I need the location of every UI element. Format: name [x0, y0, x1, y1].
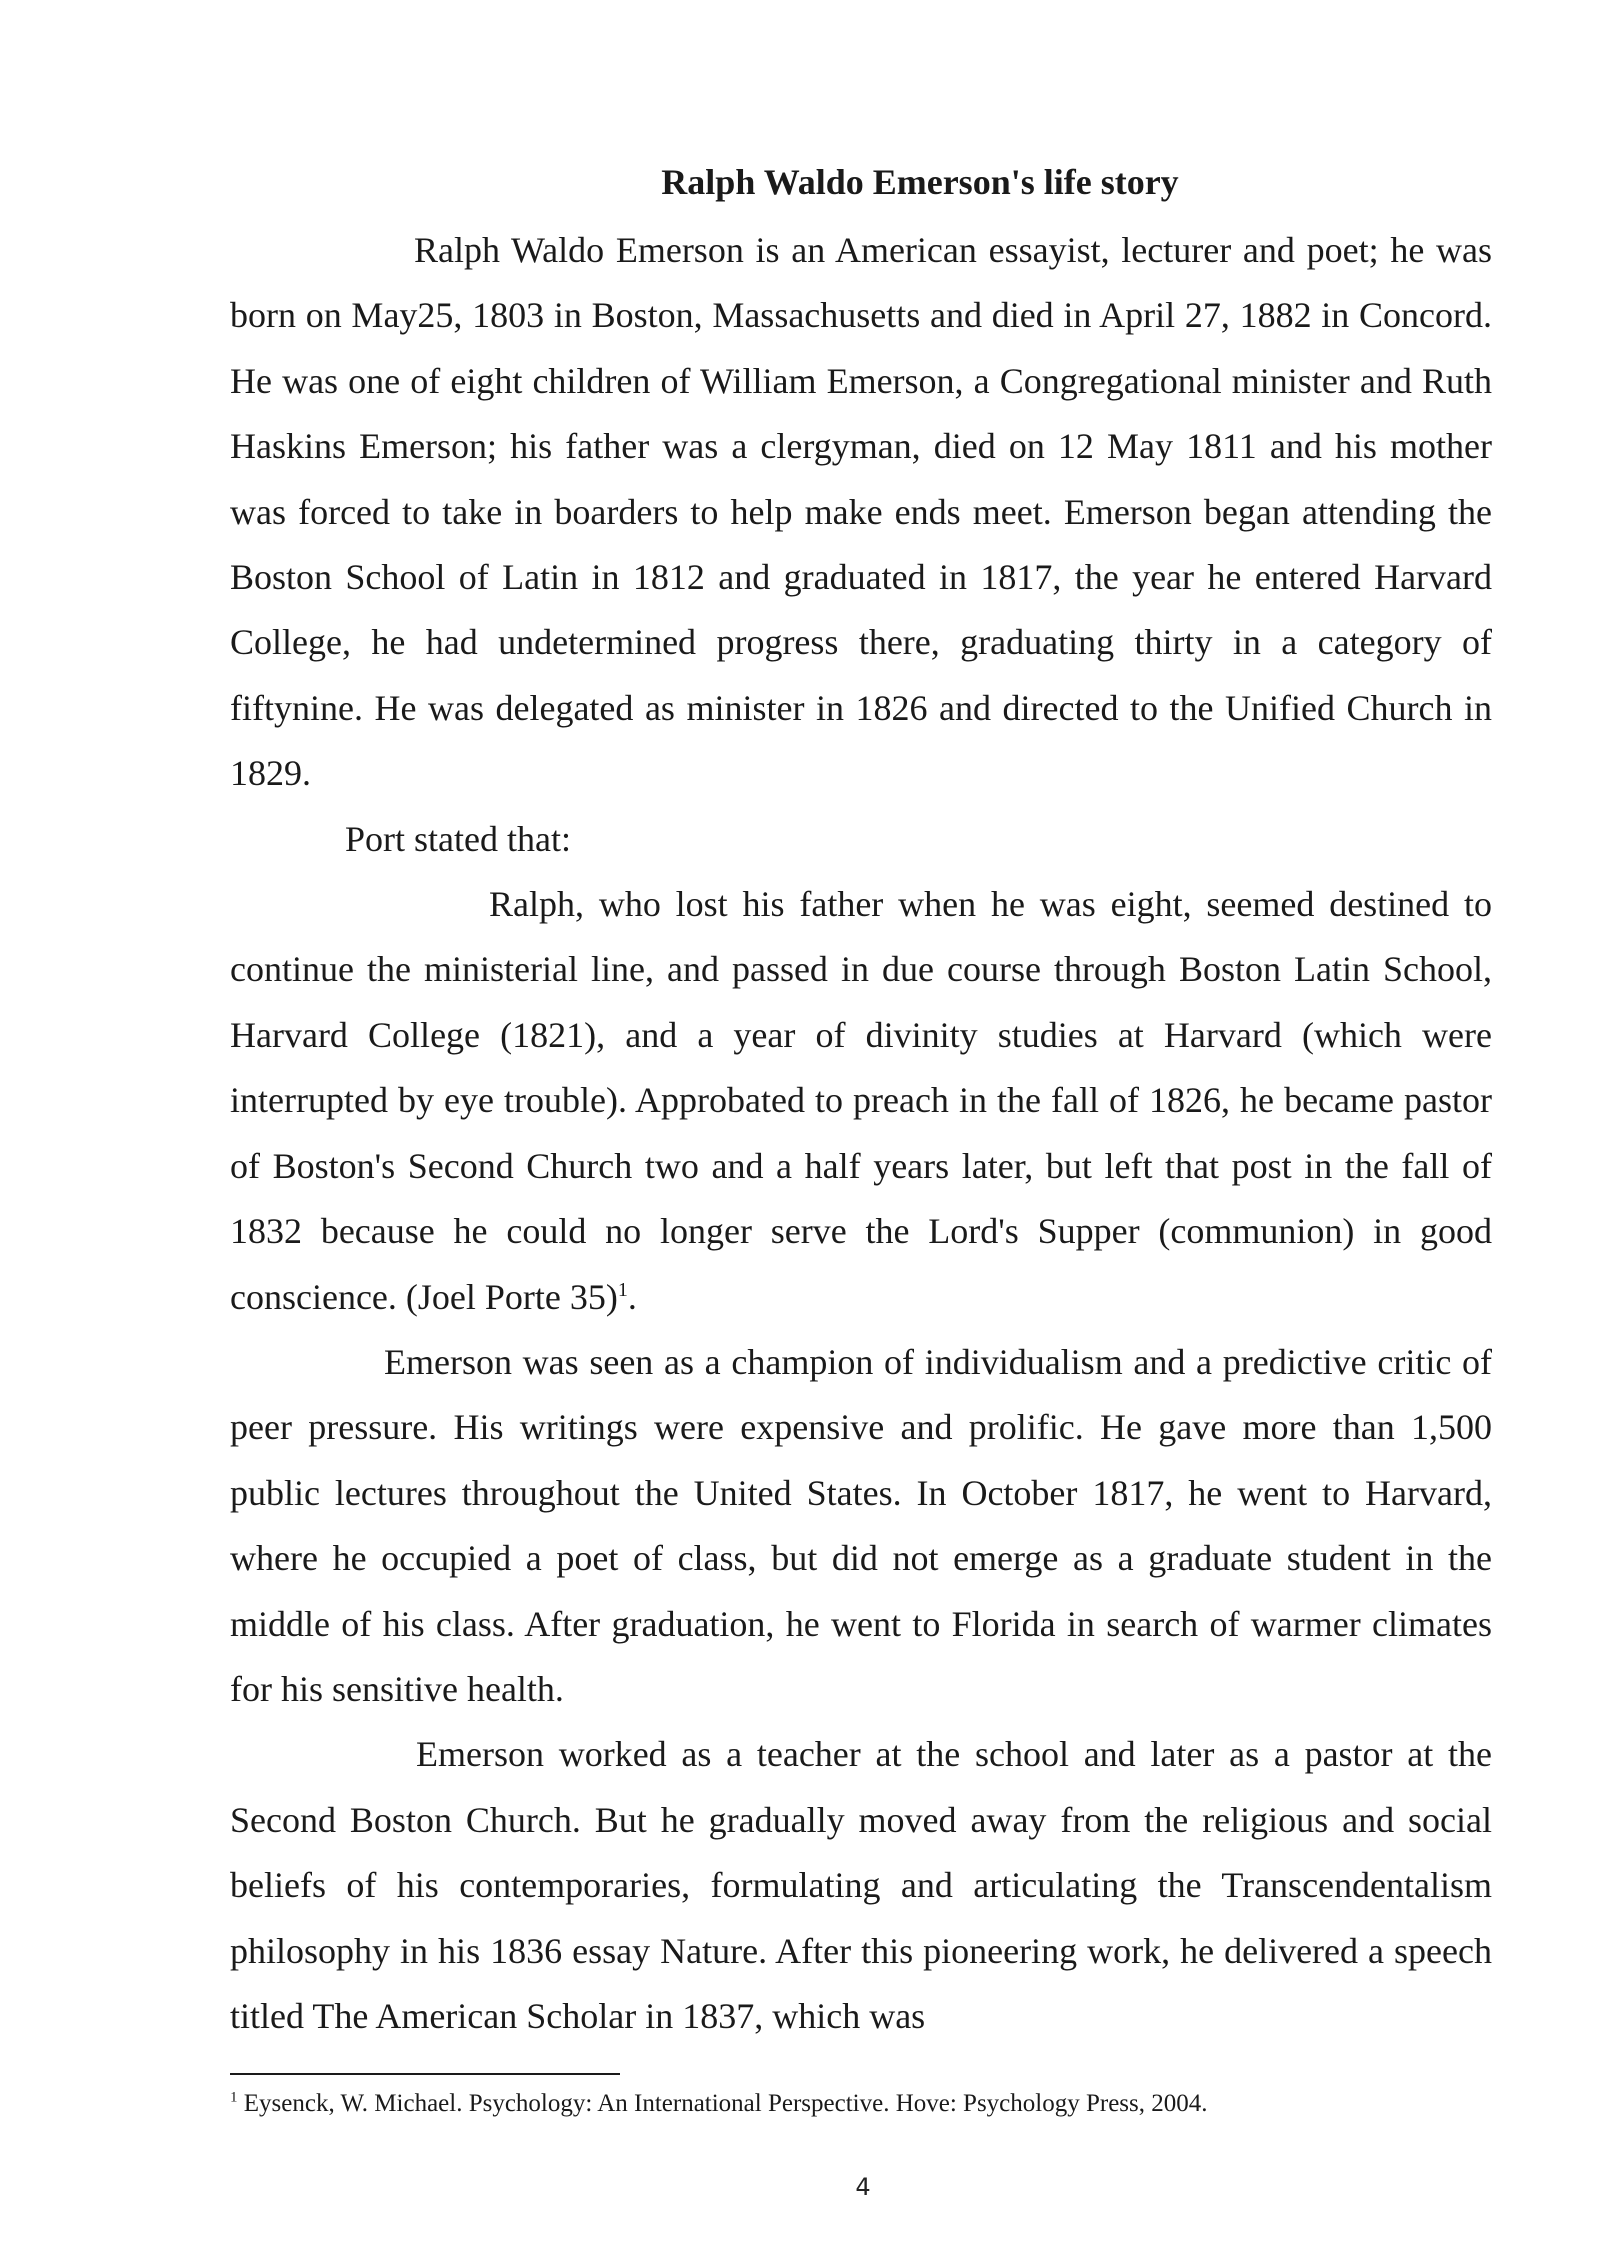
- footnote-reference[interactable]: 1: [617, 1278, 628, 1301]
- block-quote-text: Ralph, who lost his father when he was eight, seemed destined to continue the ministerial line, and passed in due course through Boston Latin School, Harvard College (1821), and a year of divinity studies at Harvard (which were interrupted by eye trouble). Approbated to preach in the fall of 1826, he became pastor of Boston's Second Church two and a half years later, but left that post in the fall of 1832 because he could no longer serve the Lord's Supper (communion) in good conscience. (Joel Porte 35): [230, 884, 1492, 1317]
- footnote-marker: 1: [230, 2089, 238, 2106]
- document-title: Ralph Waldo Emerson's life story: [661, 162, 1179, 202]
- footnote: [230, 2088, 1492, 2120]
- footnote-text: Eysenck, W. Michael. Psychology: An International Perspective. Hove: Psychology Press, 2004.: [237, 2090, 1208, 2117]
- page-number: 4: [855, 2173, 871, 2201]
- block-quote-end-punctuation: .: [627, 1276, 637, 1317]
- paragraph-transcendentalism: Emerson worked as a teacher at the school and later as a pastor at the Second Boston Church. But he gradually moved away from the religious and social beliefs of his contemporaries, formulating and articulating the Transcendentalism philosophy in his 1836 essay Nature. After this pioneering work, he delivered a speech titled The American Scholar in 1837, which was: [230, 1734, 1492, 2036]
- paragraph-individualism: Emerson was seen as a champion of individualism and a predictive critic of peer pressure. His writings were expensive and prolific. He gave more than 1,500 public lectures throughout the United States. In October 1817, he went to Harvard, where he occupied a poet of class, but did not emerge as a graduate student in the middle of his class. After graduation, he went to Florida in search of warmer climates for his sensitive health.: [230, 1341, 1492, 1709]
- document-body: [230, 218, 1492, 2049]
- paragraph-biography: Ralph Waldo Emerson is an American essayist, lecturer and poet; he was born on May25, 1803 in Boston, Massachusetts and died in April 27, 1882 in Concord. He was one of eight children of William Emerson, a Congregational minister and Ruth Haskins Emerson; his father was a clergyman, died on 12 May 1811 and his mother was forced to take in boarders to help make ends meet. Emerson began attending the Boston School of Latin in 1812 and graduated in 1817, the year he entered Harvard College, he had undetermined progress there, graduating thirty in a category of fiftynine. He was delegated as minister in 1826 and directed to the Unified Church in 1829.: [230, 230, 1492, 794]
- paragraph-port-intro: Port stated that:: [345, 818, 571, 859]
- footnote-separator: [230, 2073, 620, 2075]
- block-quote-porte: [230, 872, 1492, 1330]
